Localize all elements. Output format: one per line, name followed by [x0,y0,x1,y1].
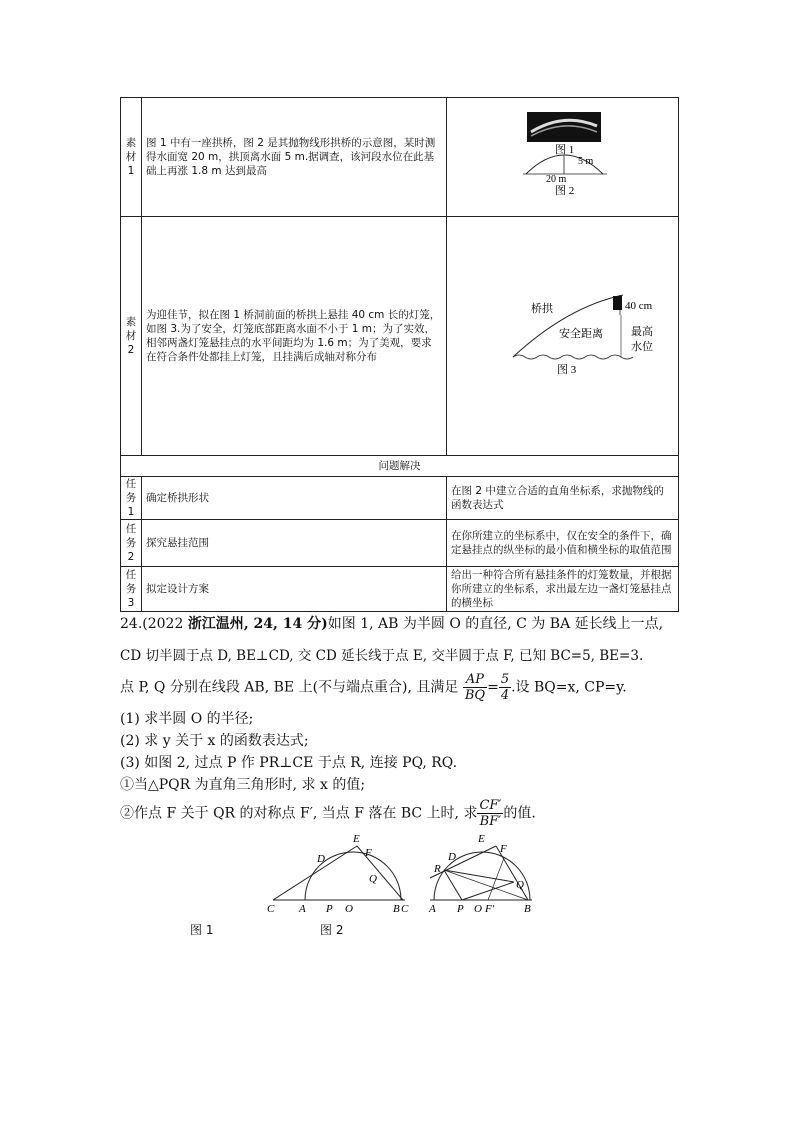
source-region: 浙江温州 [187,616,244,632]
task-3-label [121,567,142,612]
question-3b [120,798,536,829]
fig1-label: 图 1 [190,923,214,937]
question-1: (1) 求半圆 O 的半径; [120,711,254,727]
water-level-label: 水位 [631,341,653,353]
lantern-length-label: 40 cm [625,300,653,312]
problem-line-1 [120,613,663,635]
geometry-figure-2 [420,830,540,915]
label-char: 1 [127,506,135,518]
point-label: D [448,851,456,863]
material-1-text: 图 1 中有一座拱桥，图 2 是其抛物线形拱桥的示意图，某时测得水面宽 20 m，拱顶离水面 5 m.据调查，该河段水位在此基础上再涨 1.8 m 达到最高 [142,98,447,217]
problem-line-3 [120,672,627,703]
arch-curve [513,295,623,357]
point-label: O [345,903,353,915]
fig2-caption: 图 2 [555,185,575,197]
problem-text-1: 如图 1, AB 为半圆 O 的直径, C 为 BA 延长线上一点, [327,616,664,632]
point-label: A [429,903,436,915]
point-label: Q [516,879,524,891]
water-wave [513,355,633,359]
safe-distance-label: 安全距离 [559,328,603,340]
point-label: R [434,863,441,875]
label-char: 素 [125,316,137,328]
label-char: 务 [125,537,137,549]
arch-label: 桥拱 [531,303,553,315]
bridge-figures-1-2 [447,98,679,212]
material-2-text: 为迎佳节，拟在图 1 桥洞前面的桥拱上悬挂 40 cm 长的灯笼，如图 3.为了安全，灯笼底部距离水面不小于 1 m；为了实效，相邻两盏灯笼悬挂点的水平间距均为 1.6 m；为了美观，要求在符合条件处都挂上灯笼，且挂满后成轴对称分布 [142,217,447,456]
point-label: E [353,833,360,845]
material-1-figure-cell [447,98,679,217]
point-label: A [299,903,306,915]
source-rest: , 24, 14 分) [243,616,328,632]
question-3a: ①当△PQR 为直角三角形时, 求 x 的值; [120,777,366,793]
fig1-caption: 图 1 [555,144,575,156]
label-char: 素 [125,137,137,149]
task-1-row [121,477,679,520]
label-char: 3 [127,597,135,609]
question-3: (3) 如图 2, 过点 P 作 PR⊥CE 于点 R, 连接 PQ, RQ. [120,755,458,771]
segment-pq [462,882,514,900]
geometry-figure-1 [265,830,415,915]
frac-num: CF′ [479,798,502,813]
q3b-post: 的值. [503,805,536,822]
line-be-1 [357,846,403,900]
point-label: B [393,903,400,915]
problem-number: 24. [120,616,143,632]
point-label: B [524,903,531,915]
label-char: 材 [125,151,137,163]
equals-sign: = [487,679,499,696]
label-char: 务 [125,583,137,595]
material-1-label [121,98,142,217]
task-2-name: 探究悬挂范围 [142,520,447,567]
height-label: 5 m [578,156,594,167]
lantern-figure-3 [447,217,679,451]
material-2-row [121,217,679,456]
point-label: P [326,903,333,915]
solve-header: 问题解决 [121,456,679,477]
ratio-5-4 [499,672,511,703]
material-2-figure-cell [447,217,679,456]
point-label: F [365,847,372,859]
question-2: (2) 求 y 关于 x 的函数表达式; [120,733,309,749]
task-1-desc: 在图 2 中建立合适的直角坐标系，求抛物线的函数表达式 [447,477,679,520]
source-open: (2022 [142,616,188,632]
label-char: 2 [127,344,135,356]
label-char: 1 [127,165,135,177]
point-label: O [474,903,482,915]
point-label: F [500,843,507,855]
material-1-row [121,98,679,217]
label-char: 务 [125,492,137,504]
task-3-row [121,567,679,612]
point-label: Q [369,873,377,885]
task-1-name: 确定桥拱形状 [142,477,447,520]
point-label: P [457,903,464,915]
frac-den: BF′ [479,814,502,829]
segment-pr [444,870,462,900]
point-label: E [478,833,485,845]
label-char: 任 [125,478,137,490]
task-3-name: 拟定设计方案 [142,567,447,612]
materials-table [120,97,679,612]
label-char: 2 [127,551,135,563]
problem-line-2: CD 切半圆于点 D, BE⊥CD, 交 CD 延长线于点 E, 交半圆于点 F, 已知 BC=5, BE=3. [120,648,644,664]
point-label: C [267,903,275,915]
task-3-desc: 给出一种符合所有悬挂条件的灯笼数量，并根据你所建立的坐标系，求出最左边一盏灯笼悬挂点的横坐标 [447,567,679,612]
line3-post: .设 BQ=x, CP=y. [511,679,627,696]
task-1-label [121,477,142,520]
frac-num: 5 [500,672,510,687]
frac-num: AP [463,672,487,688]
material-2-label [121,217,142,456]
q3b-pre: ②作点 F 关于 QR 的对称点 F′, 当点 F 落在 BC 上时, 求 [120,805,478,822]
highest-label: 最高 [631,326,653,338]
ratio-cf-bf [477,798,503,829]
frac-den: 4 [500,688,510,703]
label-char: 任 [125,569,137,581]
point-label: F′ [485,903,495,915]
segment-rq [444,870,514,882]
label-char: 任 [125,523,137,535]
task-2-row [121,520,679,567]
task-2-desc: 在你所建立的坐标系中，仅在安全的条件下，确定悬挂点的纵坐标的最小值和横坐标的取值范围 [447,520,679,567]
task-2-label [121,520,142,567]
fig3-caption: 图 3 [557,364,577,376]
width-label: 20 m [546,174,567,185]
label-char: 材 [125,330,137,342]
solve-header-row [121,456,679,477]
line3-pre: 点 P, Q 分别在线段 AB, BE 上(不与端点重合), 且满足 [120,679,459,696]
point-label: D [317,853,325,865]
ratio-ap-bq [463,672,487,703]
segment-ff [488,858,504,900]
point-label: C [401,903,409,915]
line-ce-1 [273,846,357,900]
frac-den: BQ [464,688,486,703]
fig2-label: 图 2 [320,923,344,937]
lantern [613,296,622,310]
